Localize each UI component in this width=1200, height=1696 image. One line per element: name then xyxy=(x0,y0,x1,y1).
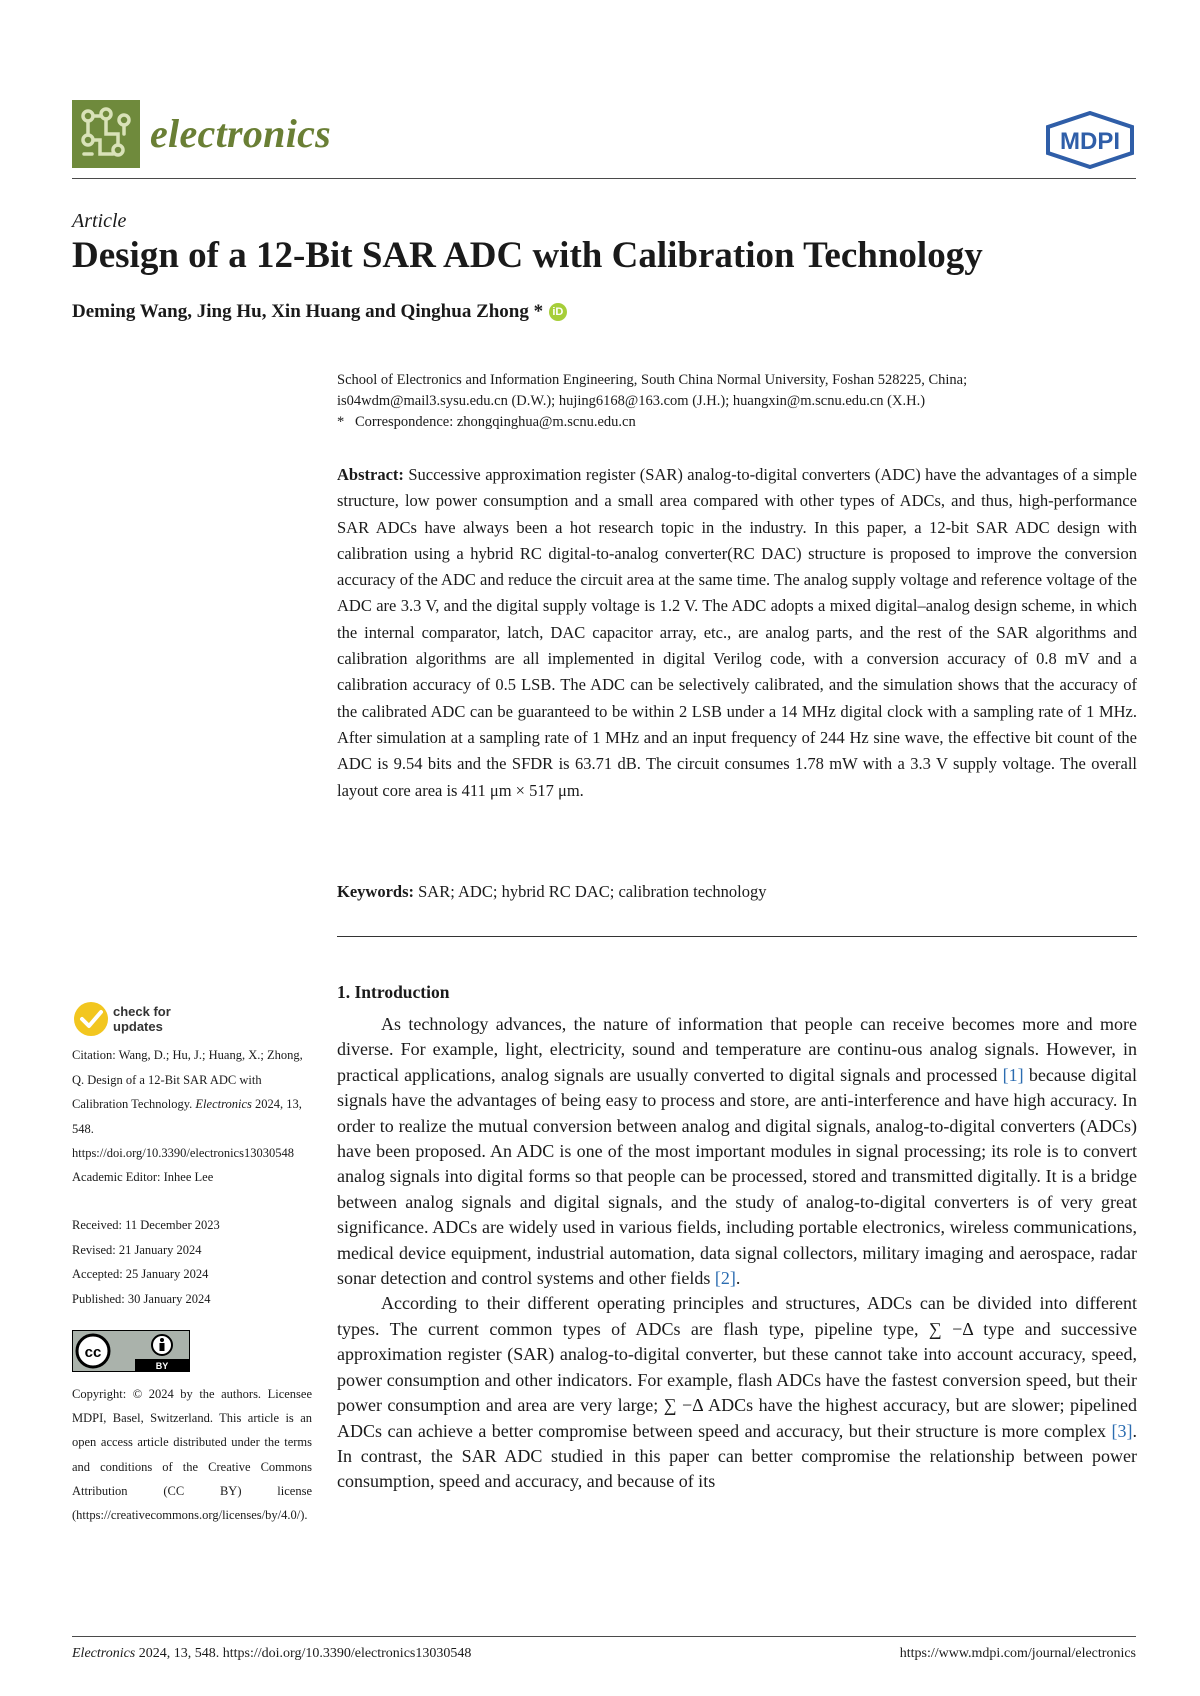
page-title: Design of a 12-Bit SAR ADC with Calibration Technology xyxy=(72,235,983,276)
revised-date: Revised: 21 January 2024 xyxy=(72,1242,202,1257)
mdpi-logo-text: MDPI xyxy=(1060,128,1120,155)
by-label: BY xyxy=(155,1361,169,1371)
abstract-text: Successive approximation register (SAR) analog-to-digital converters (ADC) have the advantages of a simple structure, low power consumption and a small area compared with other types of ADCs, and thus, high-performance SAR ADCs have always been a hot research topic in the industry. In this paper, a 12-bit SAR ADC design with calibration using a hybrid RC digital-to-analog converter(RC DAC) structure is proposed to improve the conversion accuracy of the ADC and reduce the circuit area at the same time. The analog supply voltage and reference voltage of the ADC are 3.3 V, and the digital supply voltage is 1.2 V. The ADC adopts a mixed digital–analog design scheme, in which the internal comparator, latch, DAC capacitor array, etc., are analog parts, and the rest of the SAR algorithms and calibration algorithms are all implemented in digital Verilog code, with a conversion accuracy of 0.8 mV and a calibration accuracy of 0.5 LSB. The ADC can be selectively calibrated, and the simulation shows that the accuracy of the calibrated ADC can be guaranteed to be within 2 LSB under a 14 MHz digital clock with a sampling rate of 1 MHz. After simulation at a sampling rate of 1 MHz and an input frequency of 244 Hz sine wave, the effective bit count of the ADC is 9.54 bits and the SFDR is 63.71 dB. The circuit consumes 1.78 mW with a 3.3 V supply voltage. The overall layout core area is 411 μm × 517 μm. xyxy=(337,465,1138,800)
copyright-notice xyxy=(72,1382,312,1527)
affiliation-block xyxy=(337,370,1137,433)
publication-dates xyxy=(72,1213,312,1311)
paragraph xyxy=(337,1291,1137,1494)
published-date: Published: 30 January 2024 xyxy=(72,1291,211,1306)
paragraph-text: As technology advances, the nature of information that people can receive becomes more and more diverse. For example, light, electricity, sound and temperature are continu-ous analog signals. However, in practical applications, analog signals are usually converted to digital signals and processed xyxy=(337,1014,1137,1085)
introduction-body xyxy=(337,1012,1137,1495)
footer-citation xyxy=(72,1646,471,1662)
paragraph-text: . In contrast, the SAR ADC studied in this paper can better compromise the relationship between power consumption, speed and accuracy, and because of its xyxy=(337,1420,1137,1492)
correspondence-line xyxy=(337,412,1137,433)
reference-link[interactable]: [3] xyxy=(1111,1420,1133,1441)
correspondence-text: Correspondence: zhongqinghua@m.scnu.edu.cn xyxy=(355,414,636,430)
reference-link[interactable]: [2] xyxy=(714,1268,736,1289)
accepted-date: Accepted: 25 January 2024 xyxy=(72,1267,209,1281)
authors-text: Deming Wang, Jing Hu, Xin Huang and Qinghua Zhong * xyxy=(72,301,544,322)
citation-journal: Electronics xyxy=(195,1097,252,1111)
footer-journal-url[interactable]: https://www.mdpi.com/journal/electronics xyxy=(899,1646,1136,1661)
journal-logo-icon xyxy=(72,100,140,168)
paragraph-text: According to their different operating principles and structures, ADCs can be divided into different types. The current common types of ADCs are flash type, pipeline type, ∑ −Δ type and successive approximation register (SAR) analog-to-digital converter, but these cannot take into account accuracy, speed, power consumption and other indicators. For example, flash ADCs have the fastest conversion speed, but their power consumption and area are very large; ∑ −Δ ADCs have the highest accuracy, but are slower; pipelined ADCs can achieve a better compromise between speed and accuracy, but their structure is more complex xyxy=(337,1293,1137,1441)
header-divider xyxy=(72,178,1136,179)
correspondence-marker: * xyxy=(337,414,345,430)
citation-label: Citation: xyxy=(72,1048,116,1062)
author-list xyxy=(72,301,567,323)
citation-block xyxy=(72,1043,312,1166)
keywords-label: Keywords: xyxy=(337,882,414,901)
footer-citation-text[interactable]: 2024, 13, 548. https://doi.org/10.3390/electronics13030548 xyxy=(138,1646,472,1661)
paragraph-text: . xyxy=(735,1268,741,1289)
footer-divider xyxy=(72,1636,1136,1637)
affiliation-line: School of Electronics and Information Engineering, South China Normal University, Foshan 528225, China; xyxy=(337,372,968,388)
citation-text: Wang, D.; Hu, J.; Huang, X.; Zhong, Q. Design of a 12-Bit SAR ADC with Calibration Technology. xyxy=(72,1048,303,1111)
journal-name: electronics xyxy=(150,111,332,156)
abstract-label: Abstract: xyxy=(337,465,404,484)
paragraph-text: because digital signals have the advantages of being easy to process and store, are anti-interference and have high accuracy. In order to realize the mutual conversion between analog and digital signals, analog-to-digital converters (ADCs) have been proposed. An ADC is one of the most important modules in signal processing; its role is to convert analog signals into digital forms so that people can be processed, stored and transmitted digitally. It is a bridge between analog signals and digital signals, and the study of analog-to-digital converters is of very great significance. ADCs are widely used in various fields, including portable electronics, wireless communications, medical device equipment, industrial automation, data signal collectors, military imaging and aerospace, radar sonar detection and control systems and other fields xyxy=(337,1064,1137,1289)
check-updates-line2: updates xyxy=(113,1019,163,1034)
article-type: Article xyxy=(72,210,127,232)
reference-link[interactable]: [1] xyxy=(1002,1064,1024,1085)
received-date: Received: 11 December 2023 xyxy=(72,1218,220,1232)
keywords xyxy=(337,882,1137,902)
copyright-label: Copyright: xyxy=(72,1387,127,1401)
orcid-icon[interactable]: iD xyxy=(549,303,567,321)
copyright-text: © 2024 by the authors. Licensee MDPI, Basel, Switzerland. This article is an open access article distributed under the terms and conditions of the Creative Commons Attribution (CC BY) license (https://creativecommons.org/licenses/by/4.0/). xyxy=(72,1387,313,1523)
mdpi-logo-icon xyxy=(1044,111,1136,174)
affiliation-emails: is04wdm@mail3.sysu.edu.cn (D.W.); hujing6168@163.com (J.H.); huangxin@m.scnu.edu.cn (X.H.) xyxy=(337,393,926,409)
section-heading-introduction: 1. Introduction xyxy=(337,982,450,1002)
academic-editor: Academic Editor: Inhee Lee xyxy=(72,1170,214,1184)
footer-journal: Electronics xyxy=(72,1646,136,1661)
cc-label: cc xyxy=(84,1344,102,1361)
keywords-text: SAR; ADC; hybrid RC DAC; calibration technology xyxy=(418,882,767,901)
check-for-updates-button[interactable] xyxy=(72,997,184,1046)
section-divider xyxy=(337,936,1137,937)
abstract xyxy=(337,462,1137,804)
paragraph xyxy=(337,1012,1137,1291)
citation-doi-link[interactable]: https://doi.org/10.3390/electronics13030548 xyxy=(72,1146,294,1160)
check-updates-line1: check for xyxy=(113,1004,171,1019)
cc-by-license-icon[interactable] xyxy=(72,1330,190,1372)
citation-volume: 2024, 13, 548. xyxy=(72,1097,302,1136)
